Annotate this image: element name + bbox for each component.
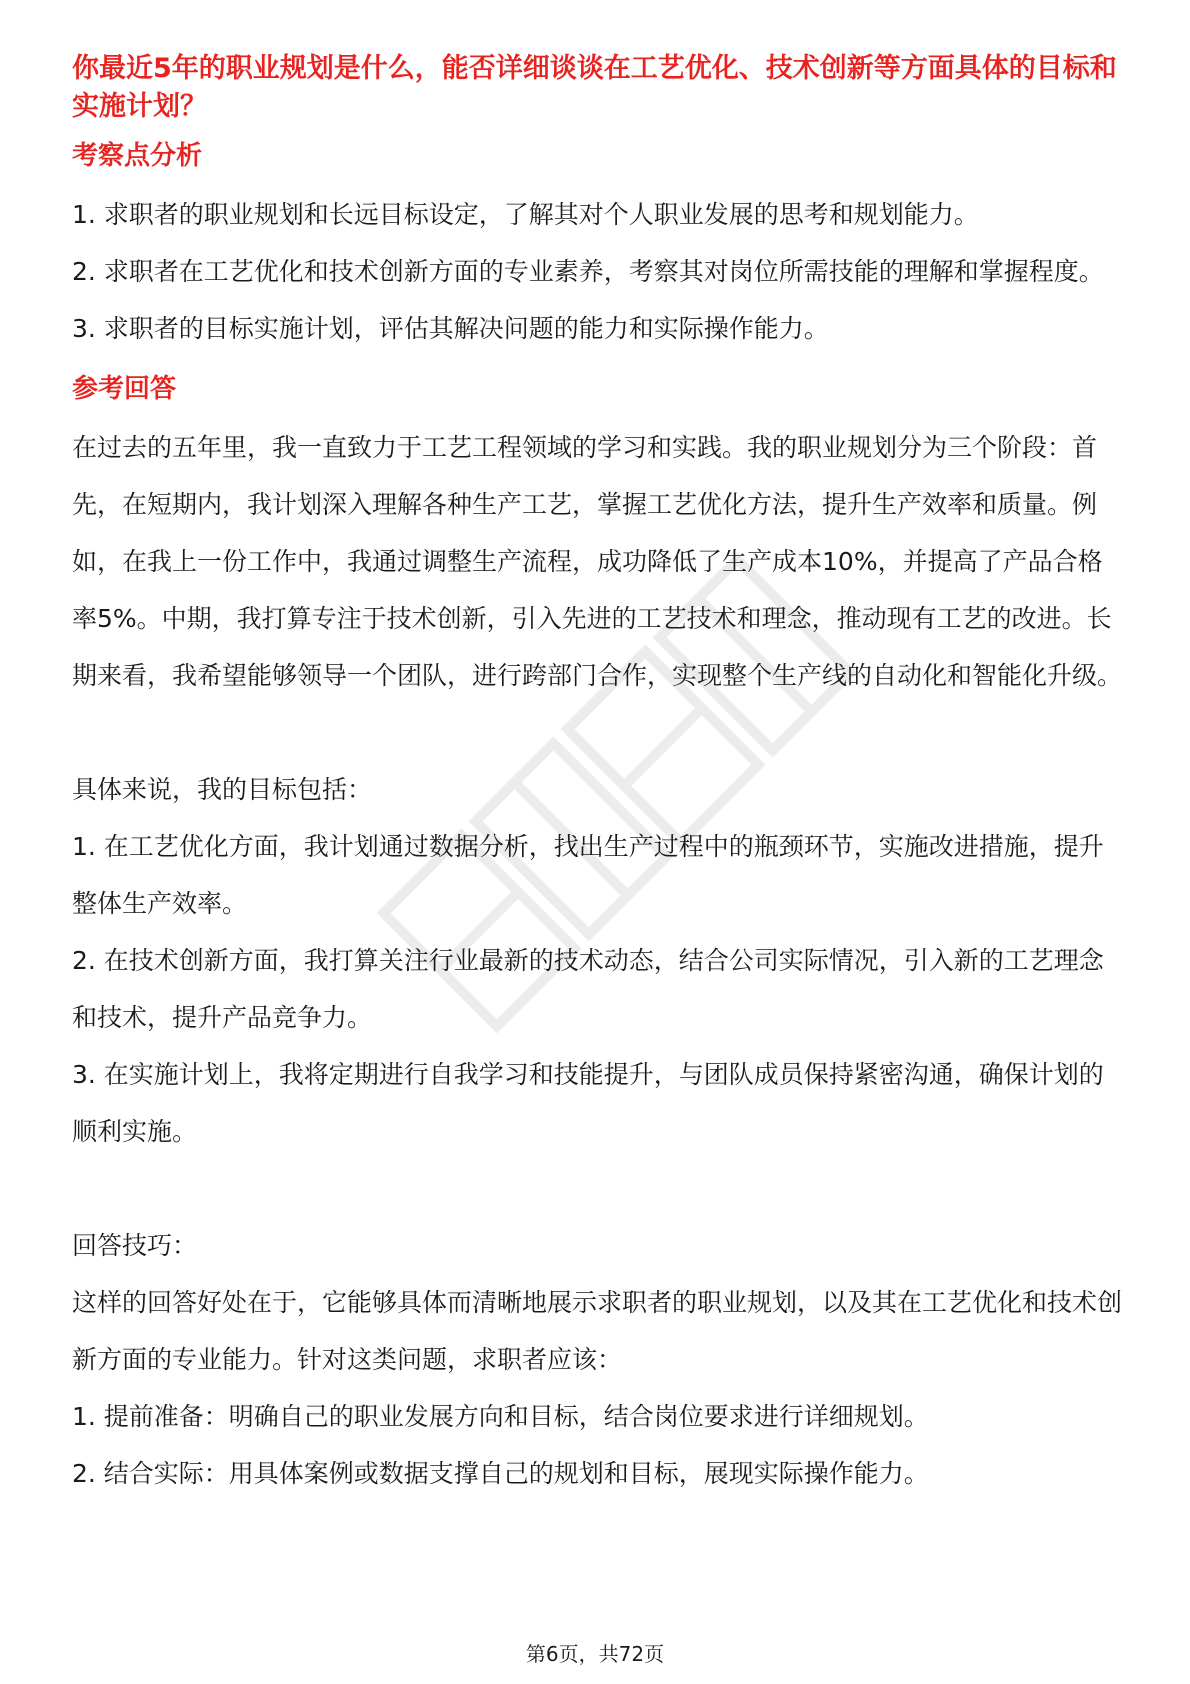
tips-item: 1. 提前准备：明确自己的职业发展方向和目标，结合岗位要求进行详细规划。 [72,1402,929,1431]
tips-intro: 这样的回答好处在于，它能够具体而清晰地展示求职者的职业规划，以及其在工艺优化和技术创新方面的专业能力。针对这类问题，求职者应该： [72,1288,1123,1374]
goal-item: 1. 在工艺优化方面，我计划通过数据分析，找出生产过程中的瓶颈环节，实施改进措施，提升整体生产效率。 [72,832,1104,918]
page-footer: 第6页，共72页 [525,1642,665,1666]
analysis-title: 考察点分析 [72,141,203,171]
tips-item: 2. 结合实际：用具体案例或数据支撑自己的规划和目标，展现实际操作能力。 [72,1459,929,1488]
tips-title: 回答技巧： [72,1231,198,1260]
main-content [72,50,1122,1502]
analysis-item: 1. 求职者的职业规划和长远目标设定，了解其对个人职业发展的思考和规划能力。 [72,200,979,229]
question-heading: 你最近5年的职业规划是什么，能否详细谈谈在工艺优化、技术创新等方面具体的目标和实施计划？ [72,53,1117,122]
goal-item: 3. 在实施计划上，我将定期进行自我学习和技能提升，与团队成员保持紧密沟通，确保计划的顺利实施。 [72,1060,1104,1146]
analysis-item: 3. 求职者的目标实施计划，评估其解决问题的能力和实际操作能力。 [72,314,829,343]
goals-lead: 具体来说，我的目标包括： [72,775,373,804]
answer-intro: 在过去的五年里，我一直致力于工艺工程领域的学习和实践。我的职业规划分为三个阶段：首先，在短期内，我计划深入理解各种生产工艺，掌握工艺优化方法，提升生产效率和质量。例如，在我上一份工作中，我通过调整生产流程，成功降低了生产成本10%，并提高了产品合格率5%。中期，我打算专注于技术创新，引入先进的工艺技术和理念，推动现有工艺的改进。长期来看，我希望能够领导一个团队，进行跨部门合作，实现整个生产线的自动化和智能化升级。 [72,433,1123,690]
goal-item: 2. 在技术创新方面，我打算关注行业最新的技术动态，结合公司实际情况，引入新的工艺理念和技术，提升产品竞争力。 [72,946,1104,1032]
analysis-item: 2. 求职者在工艺优化和技术创新方面的专业素养，考察其对岗位所需技能的理解和掌握程度。 [72,257,1104,286]
answer-title: 参考回答 [72,374,177,404]
